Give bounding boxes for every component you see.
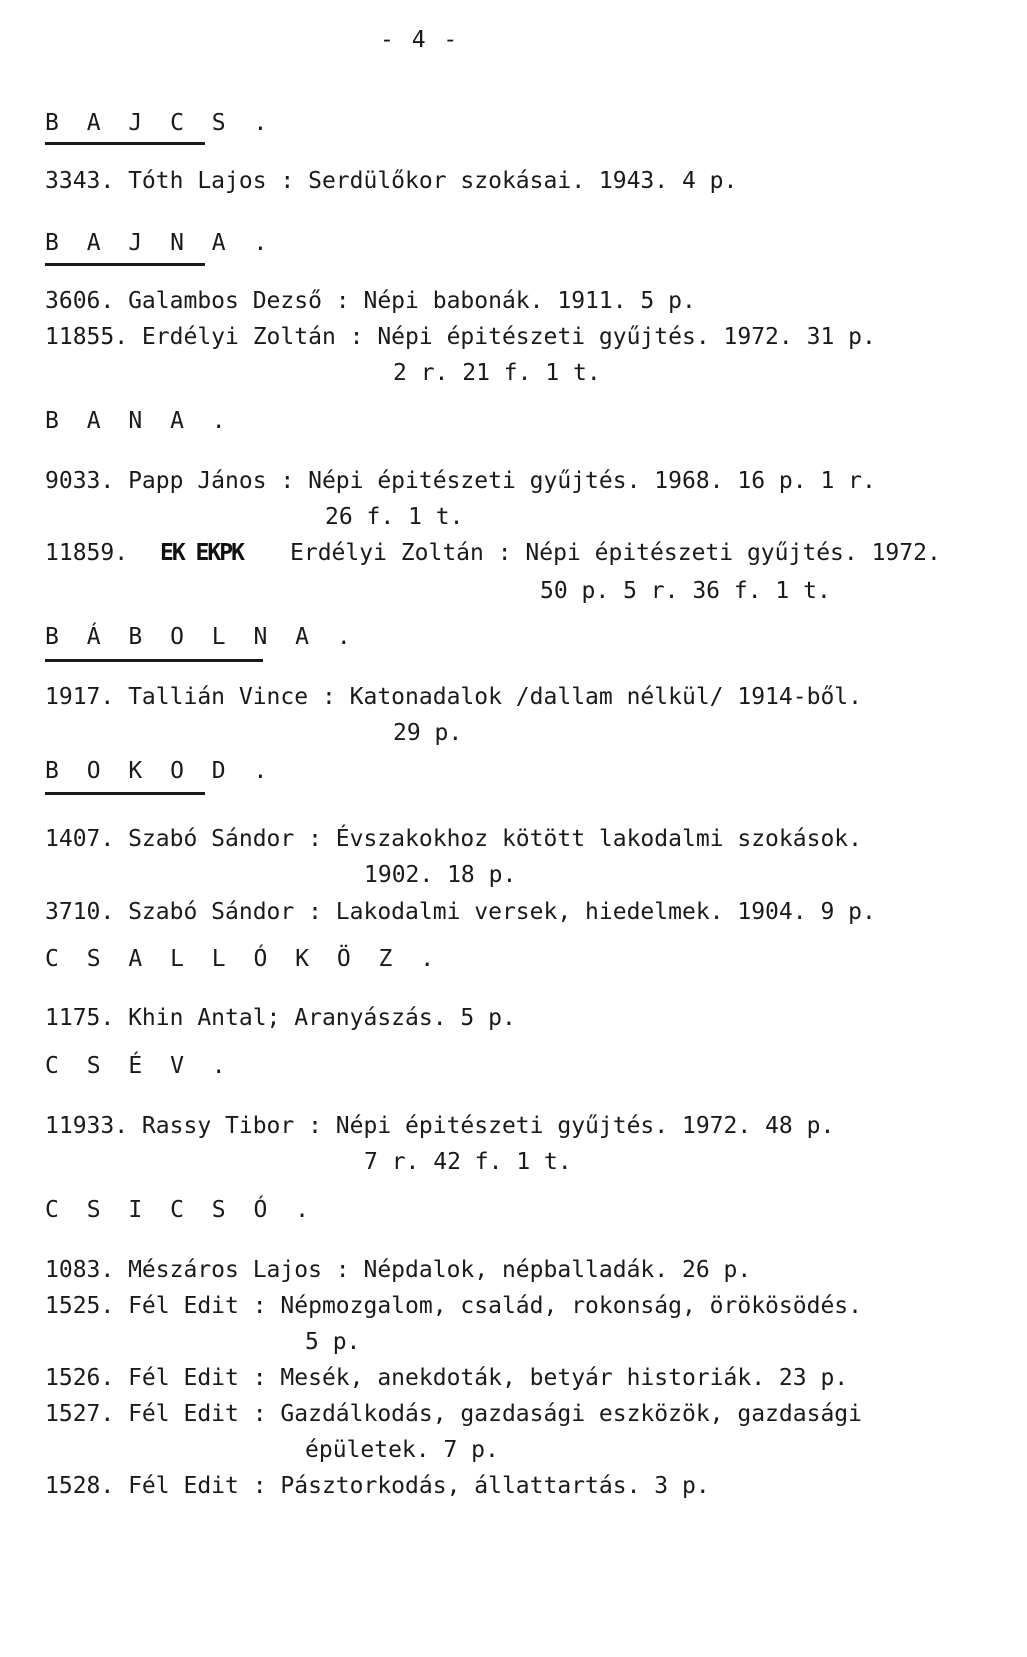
section-heading-bajcs: B A J C S . — [45, 110, 275, 136]
struck-through-text: EK EKPK — [160, 540, 243, 566]
entry-line: 1407. Szabó Sándor : Évszakokhoz kötött lakodalmi szokások. — [45, 826, 862, 852]
entry-continuation: 7 r. 42 f. 1 t. — [364, 1149, 572, 1175]
entry-line: 11933. Rassy Tibor : Népi épitészeti gyűjtés. 1972. 48 p. — [45, 1113, 835, 1139]
entry-line: 11855. Erdélyi Zoltán : Népi épitészeti gyűjtés. 1972. 31 p. — [45, 324, 876, 350]
entry-line: 1175. Khin Antal; Aranyászás. 5 p. — [45, 1005, 516, 1031]
entry-line: 1525. Fél Edit : Népmozgalom, család, rokonság, örökösödés. — [45, 1293, 862, 1319]
section-heading-babolna: B Á B O L N A . — [45, 624, 358, 650]
entry-line: 3343. Tóth Lajos : Serdülőkor szokásai. 1943. 4 p. — [45, 168, 738, 194]
entry-continuation: 2 r. 21 f. 1 t. — [393, 360, 601, 386]
entry-continuation: 1902. 18 p. — [364, 862, 517, 888]
section-heading-csicso: C S I C S Ó . — [45, 1197, 317, 1223]
entry-line: 1526. Fél Edit : Mesék, anekdoták, betyár historiák. 23 p. — [45, 1365, 849, 1391]
entry-number: 11859. — [45, 540, 129, 566]
page-number: - 4 - — [380, 27, 460, 53]
section-heading-csallokoz: C S A L L Ó K Ö Z . — [45, 946, 442, 972]
entry-line: 3710. Szabó Sándor : Lakodalmi versek, hiedelmek. 1904. 9 p. — [45, 899, 876, 925]
heading-underline — [45, 263, 205, 266]
heading-underline — [45, 142, 205, 145]
entry-line: 3606. Galambos Dezső : Népi babonák. 1911. 5 p. — [45, 288, 696, 314]
entry-line: 1917. Tallián Vince : Katonadalok /dallam nélkül/ 1914-ből. — [45, 684, 862, 710]
section-heading-bajna: B A J N A . — [45, 230, 275, 256]
heading-underline — [45, 792, 205, 795]
section-heading-bana: B A N A . — [45, 408, 233, 434]
entry-continuation: 26 f. 1 t. — [325, 504, 464, 530]
section-heading-csev: C S É V . — [45, 1053, 233, 1079]
entry-line: Erdélyi Zoltán : Népi épitészeti gyűjtés. 1972. — [290, 540, 941, 566]
section-heading-bokod: B O K O D . — [45, 758, 275, 784]
entry-line: 1527. Fél Edit : Gazdálkodás, gazdasági eszközök, gazdasági — [45, 1401, 862, 1427]
entry-continuation: épületek. 7 p. — [305, 1437, 499, 1463]
entry-continuation: 29 p. — [393, 720, 463, 746]
entry-line: 1528. Fél Edit : Pásztorkodás, állattartás. 3 p. — [45, 1473, 710, 1499]
entry-continuation: 50 p. 5 r. 36 f. 1 t. — [540, 578, 831, 604]
entry-line: 1083. Mészáros Lajos : Népdalok, népballadák. 26 p. — [45, 1257, 752, 1283]
entry-line: 9033. Papp János : Népi épitészeti gyűjtés. 1968. 16 p. 1 r. — [45, 468, 876, 494]
heading-underline — [45, 659, 263, 662]
entry-continuation: 5 p. — [305, 1329, 361, 1355]
